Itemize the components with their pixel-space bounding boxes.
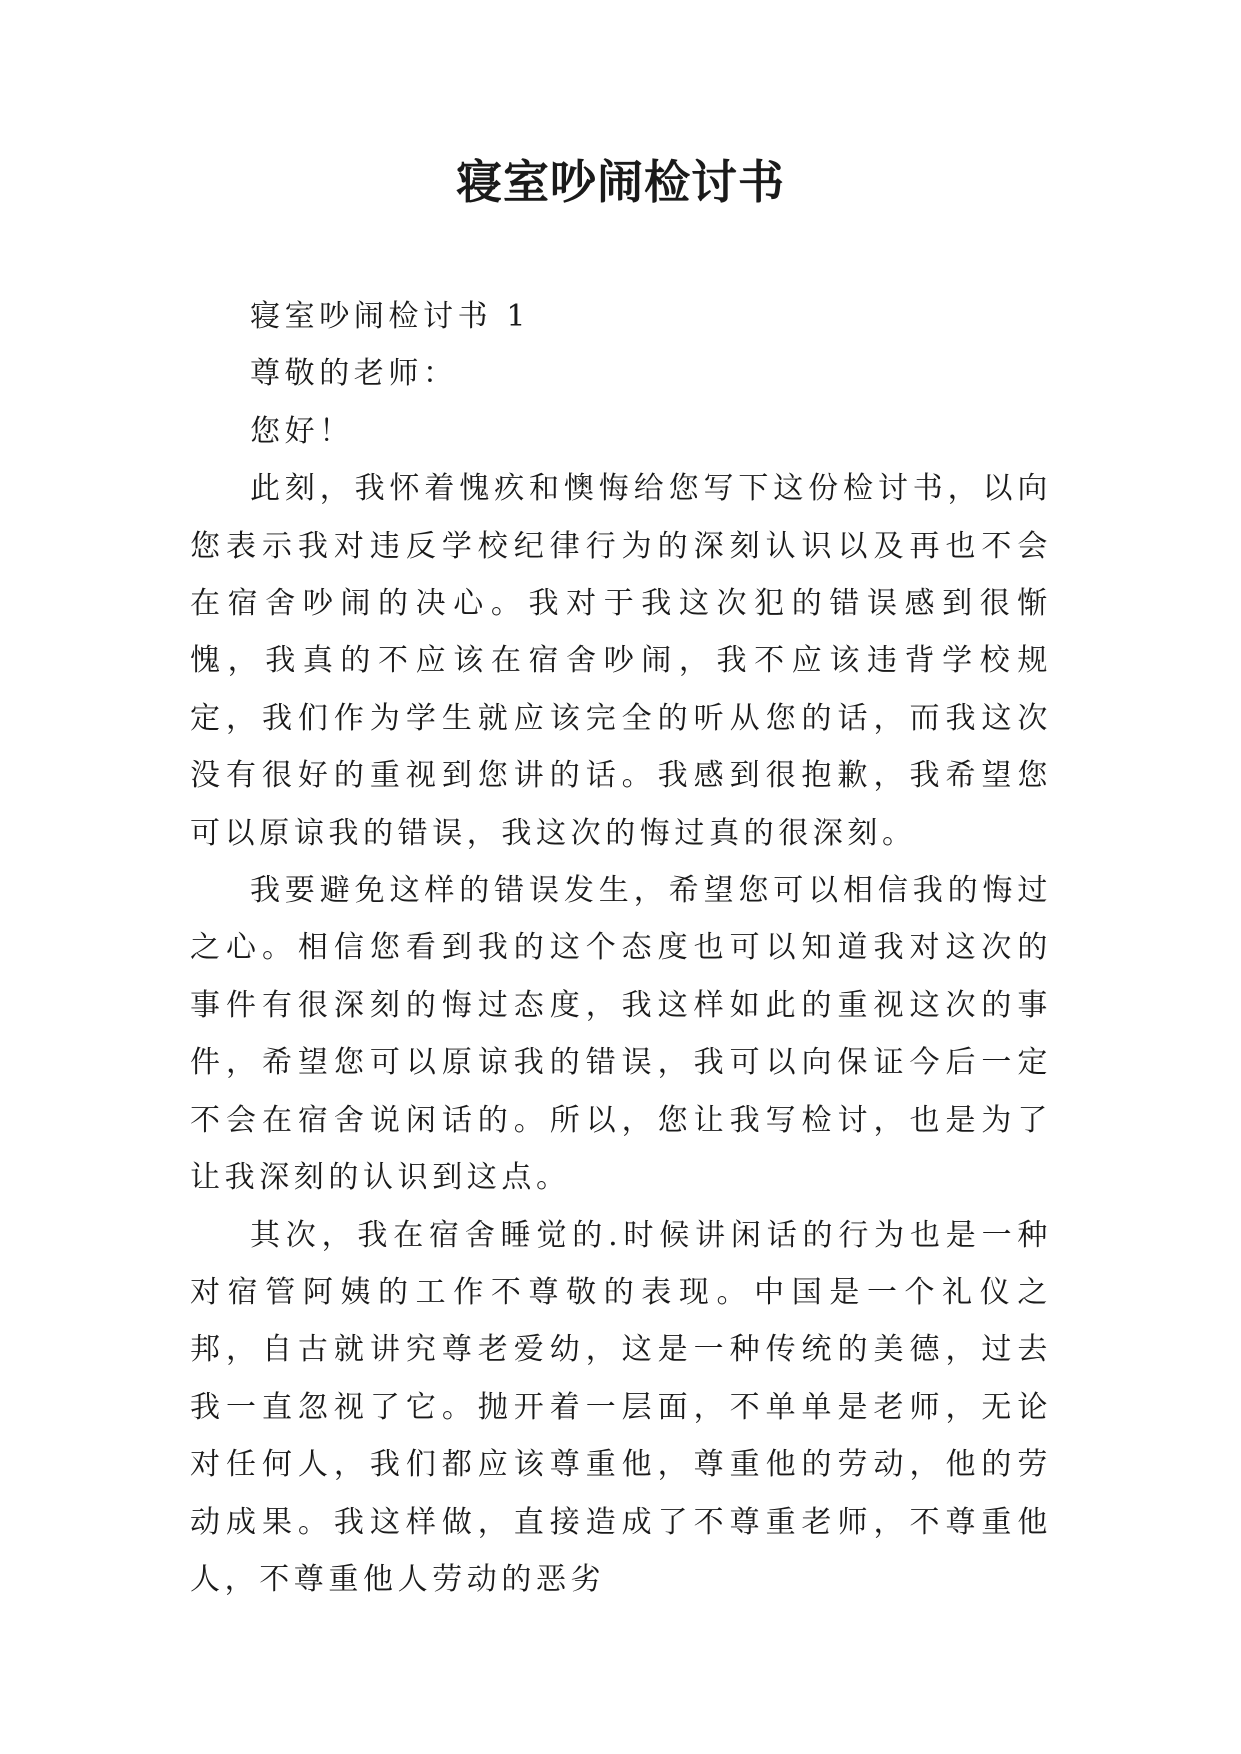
body-paragraph: 其次，我在宿舍睡觉的.时候讲闲话的行为也是一种对宿管阿姨的工作不尊敬的表现。中国是一个礼仪之邦，自古就讲究尊老爱幼，这是一种传统的美德，过去我一直忽视了它。抛开着一层面，不单单是老师，无论对任何人，我们都应该尊重他，尊重他的劳动，他的劳动成果。我这样做，直接造成了不尊重老师，不尊重他人，不尊重他人劳动的恶劣 xyxy=(190,1217,1052,1597)
document-title: 寝室吵闹检讨书 xyxy=(456,155,785,209)
body-paragraph: 此刻，我怀着愧疚和懊悔给您写下这份检讨书，以向您表示我对违反学校纪律行为的深刻认识以及再也不会在宿舍吵闹的决心。我对于我这次犯的错误感到很惭愧，我真的不应该在宿舍吵闹，我不应该违背学校规定，我们作为学生就应该完全的听从您的话，而我这次没有很好的重视到您讲的话。我感到很抱歉，我希望您可以原谅我的错误，我这次的悔过真的很深刻。 xyxy=(190,471,1052,851)
section-heading: 寝室吵闹检讨书 1 xyxy=(250,299,531,334)
body-paragraph: 我要避免这样的错误发生，希望您可以相信我的悔过之心。相信您看到我的这个态度也可以知道我对这次的事件有很深刻的悔过态度，我这样如此的重视这次的事件，希望您可以原谅我的错误，我可以向保证今后一定不会在宿舍说闲话的。所以，您让我写检讨，也是为了让我深刻的认识到这点。 xyxy=(190,873,1052,1196)
document-body xyxy=(190,288,1052,1608)
salutation: 尊敬的老师： xyxy=(250,356,458,392)
greeting: 您好！ xyxy=(250,413,354,449)
